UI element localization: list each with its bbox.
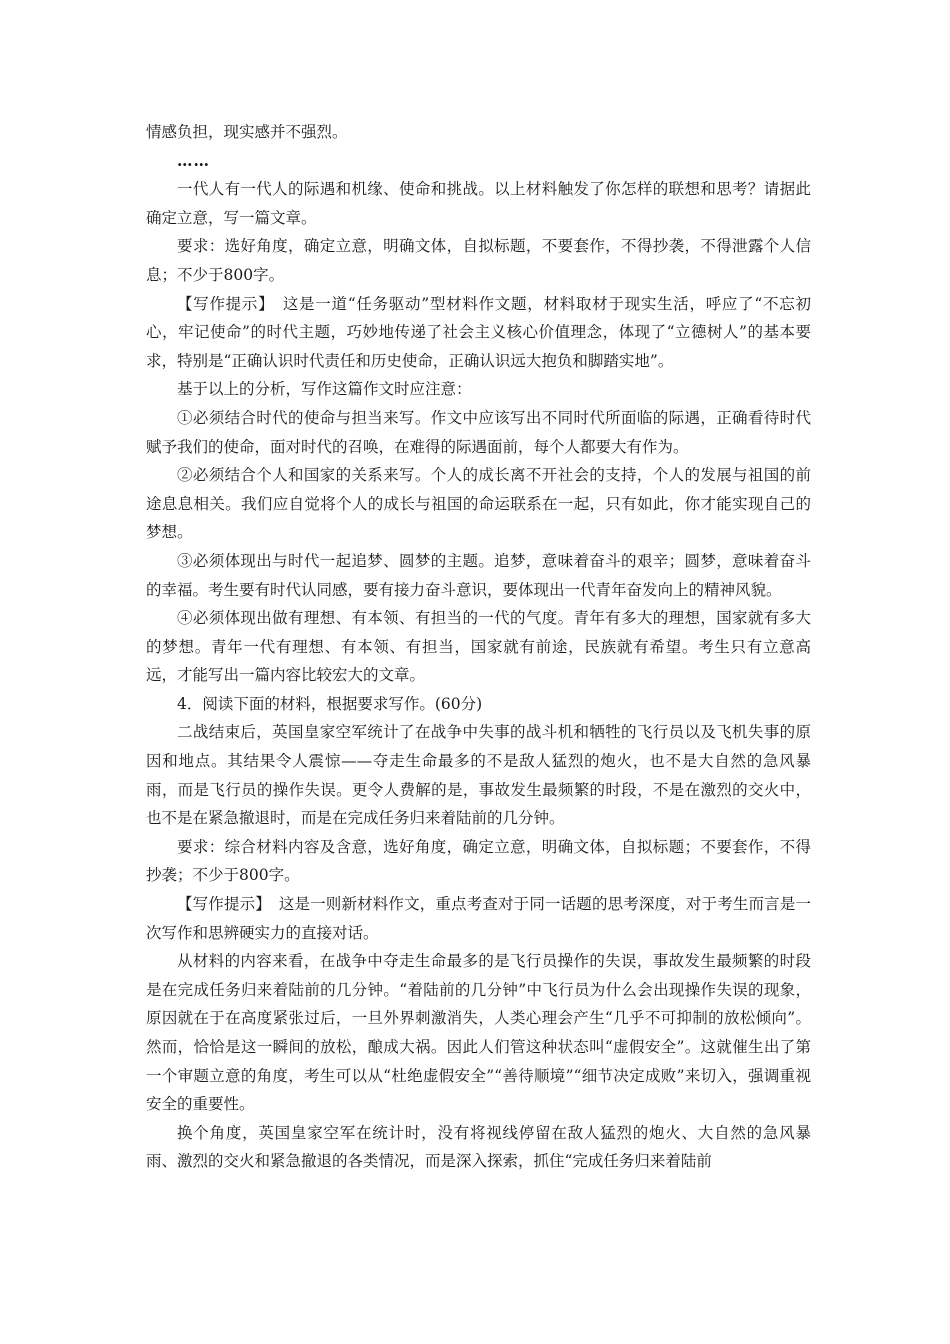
document-body — [146, 118, 811, 1176]
paragraph: ①必须结合时代的使命与担当来写。作文中应该写出不同时代所面临的际遇，正确看待时代赋予我们的使命，面对时代的召唤，在难得的际遇面前，每个人都要大有作为。 — [146, 408, 811, 456]
paragraph: 换个角度，英国皇家空军在统计时，没有将视线停留在敌人猛烈的炮火、大自然的急风暴雨、激烈的交火和紧急撤退的各类情况，而是深入探索，抓住“完成任务归来着陆前 — [146, 1123, 811, 1171]
question-heading: 4．阅读下面的材料，根据要求写作。(60分) — [177, 694, 483, 713]
paragraph: 二战结束后，英国皇家空军统计了在战争中失事的战斗机和牺牲的飞行员以及飞机失事的原因和地点。其结果令人震惊——夺走生命最多的不是敌人猛烈的炮火，也不是大自然的急风暴雨，而是飞行员的操作失误。更令人费解的是，事故发生最频繁的时段，不是在激烈的交火中，也不是在紧急撤退时，而是在完成任务归来着陆前的几分钟。 — [146, 723, 811, 828]
writing-tip-label: 【写作提示】 — [177, 294, 267, 313]
ellipsis: …… — [177, 150, 210, 170]
paragraph: 从材料的内容来看，在战争中夺走生命最多的是飞行员操作的失误，事故发生最频繁的时段是在完成任务归来着陆前的几分钟。“着陆前的几分钟”中飞行员为什么会出现操作失误的现象，原因就在于在高度紧张过后，一旦外界刺激消失，人类心理会产生“几乎不可抑制的放松倾向”。然而，恰恰是这一瞬间的放松，酿成大祸。因此人们管这种状态叫“虚假安全”。这就催生出了第一个审题立意的角度，考生可以从“杜绝虚假安全”“善待顺境”“细节决定成败”来切入，强调重视安全的重要性。 — [146, 952, 811, 1114]
paragraph: 基于以上的分析，写作这篇作文时应注意： — [177, 380, 472, 399]
paragraph: ②必须结合个人和国家的关系来写。个人的成长离不开社会的支持，个人的发展与祖国的前途息息相关。我们应自觉将个人的成长与祖国的命运联系在一起，只有如此，你才能实现自己的梦想。 — [146, 466, 811, 542]
paragraph-text: 这是一则新材料作文，重点考查对于同一话题的思考深度，对于考生而言是一次写作和思辨硬实力的直接对话。 — [146, 895, 811, 942]
paragraph: 情感负担，现实感并不强烈。 — [146, 123, 348, 141]
paragraph: ④必须体现出做有理想、有本领、有担当的一代的气度。青年有多大的理想，国家就有多大的梦想。青年一代有理想、有本领、有担当，国家就有前途，民族就有希望。考生只有立意高远，才能写出一篇内容比较宏大的文章。 — [146, 609, 811, 685]
paragraph-text: 这是一道“任务驱动”型材料作文题，材料取材于现实生活，呼应了“不忘初心，牢记使命”的时代主题，巧妙地传递了社会主义核心价值理念，体现了“立德树人”的基本要求，特别是“正确认识时代责任和历史使命，正确认识远大抱负和脚踏实地”。 — [146, 294, 811, 370]
writing-tip-label: 【写作提示】 — [177, 895, 264, 914]
paragraph — [146, 890, 811, 947]
paragraph — [146, 290, 811, 376]
paragraph: 一代人有一代人的际遇和机缘、使命和挑战。以上材料触发了你怎样的联想和思考？请据此确定立意，写一篇文章。 — [146, 180, 811, 227]
paragraph: 要求：选好角度，确定立意，明确文体，自拟标题，不要套作，不得抄袭，不得泄露个人信息；不少于800字。 — [146, 237, 811, 284]
paragraph: 要求：综合材料内容及含意，选好角度，确定立意，明确文体，自拟标题；不要套作，不得抄袭；不少于800字。 — [146, 837, 811, 885]
paragraph: ③必须体现出与时代一起追梦、圆梦的主题。追梦，意味着奋斗的艰辛；圆梦，意味着奋斗的幸福。考生要有时代认同感，要有接力奋斗意识，要体现出一代青年奋发向上的精神风貌。 — [146, 551, 811, 599]
